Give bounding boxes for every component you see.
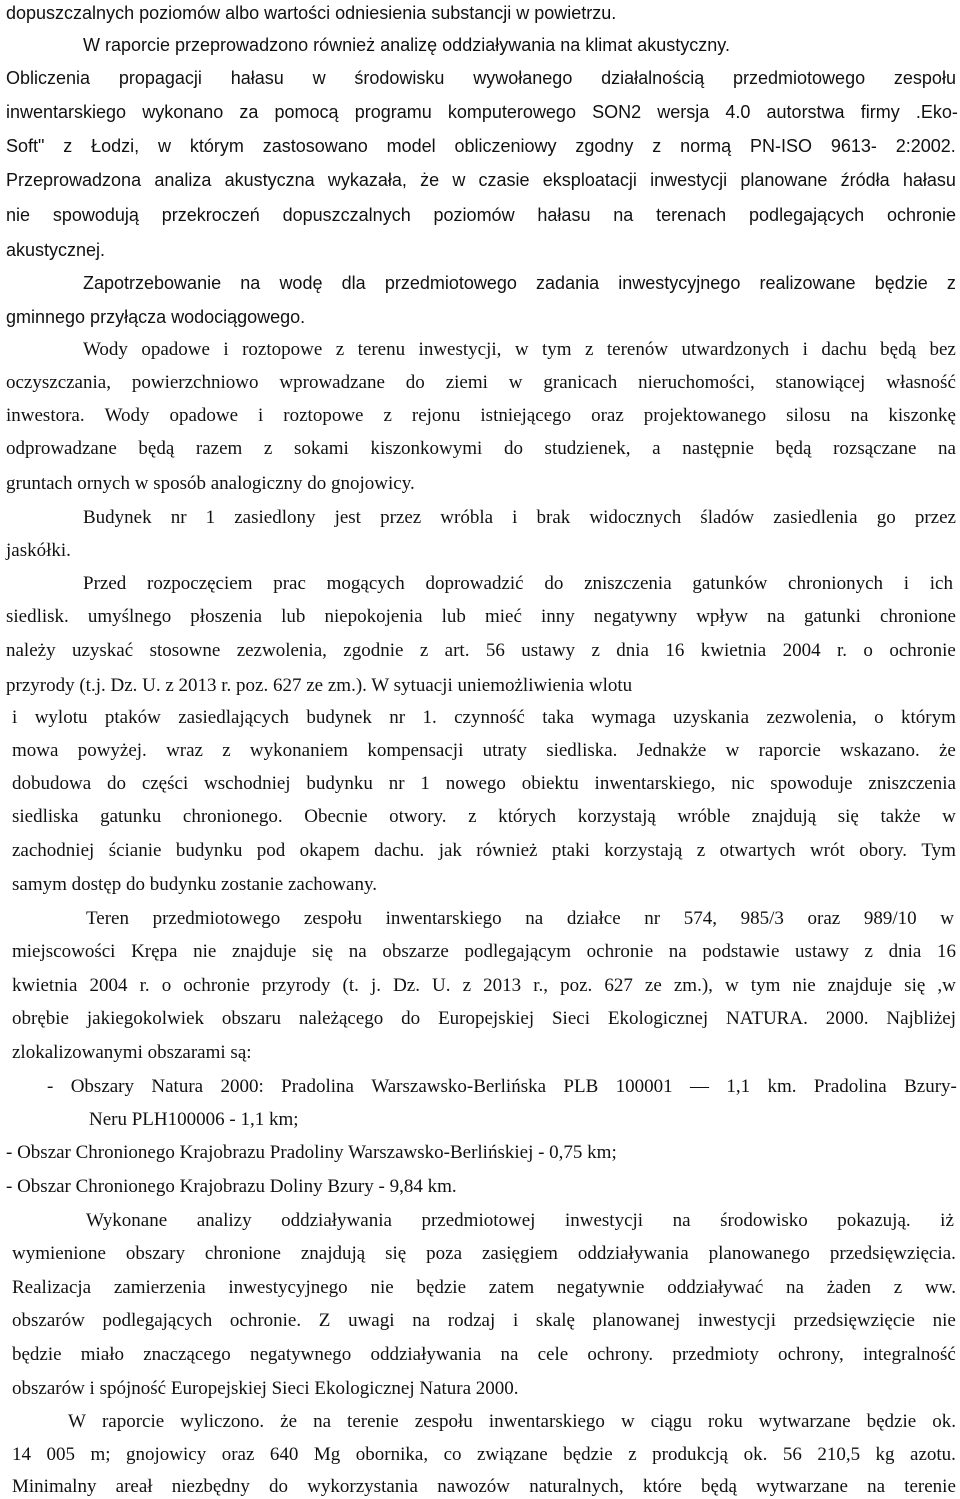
text-line: odprowadzane będą razem z sokami kiszonkowymi do studzienek, a następnie będą rozsączane na <box>6 438 956 459</box>
text-line: Neru PLH100006 - 1,1 km; <box>89 1109 299 1130</box>
text-line: - Obszar Chronionego Krajobrazu Pradoliny Warszawsko-Berlińskiej - 0,75 km; <box>6 1142 617 1163</box>
text-line: samym dostęp do budynku zostanie zachowany. <box>12 874 377 895</box>
text-line: obszarów podlegających ochronie. Z uwagi na rodzaj i skalę planowanej inwestycji przedsięwzięcie nie <box>12 1310 956 1331</box>
text-line: gminnego przyłącza wodociągowego. <box>6 307 306 327</box>
text-line: Teren przedmiotowego zespołu inwentarskiego na działce nr 574, 985/3 oraz 989/10 w <box>86 908 954 929</box>
text-line: będzie miało znaczącego negatywnego oddziaływania na cele ochrony. przedmioty ochrony, integralność <box>12 1344 956 1365</box>
text-line: akustycznej. <box>6 240 106 260</box>
text-line: obszarów i spójność Europejskiej Sieci Ekologicznej Natura 2000. <box>12 1378 519 1399</box>
text-line: W raporcie przeprowadzono również analizę oddziaływania na klimat akustyczny. <box>83 35 730 55</box>
text-line: 14 005 m; gnojowicy oraz 640 Mg obornika, co związane będzie z produkcją ok. 56 210,5 kg azotu. <box>12 1444 956 1465</box>
text-line: Wykonane analizy oddziaływania przedmiotowej inwestycji na środowisko pokazują. iż <box>86 1210 954 1231</box>
text-line: nie spowodują przekroczeń dopuszczalnych poziomów hałasu na terenach podlegających ochronie <box>6 205 956 225</box>
text-line: Zapotrzebowanie na wodę dla przedmiotowego zadania inwestycyjnego realizowane będzie z <box>83 273 956 293</box>
text-line: Minimalny areał niezbędny do wykorzystania nawozów naturalnych, które będą wytwarzane na terenie <box>12 1476 956 1497</box>
text-line: należy uzyskać stosowne zezwolenia, zgodnie z art. 56 ustawy z dnia 16 kwietnia 2004 r. o ochronie <box>6 640 956 661</box>
text-line: wymienione obszary chronione znajdują się poza zasięgiem oddziaływania planowanego przedsięwzięcia. <box>12 1243 956 1264</box>
text-line: inwestora. Wody opadowe i roztopowe z rejonu istniejącego oraz projektowanego silosu na kiszonkę <box>6 405 956 426</box>
text-line: mowa powyżej. wraz z wykonaniem kompensacji utraty siedliska. Jednakże w raporcie wskazano. że <box>12 740 956 761</box>
text-line: W raporcie wyliczono. że na terenie zespołu inwentarskiego w ciągu roku wytwarzane będzie ok. <box>68 1411 956 1432</box>
text-line: dopuszczalnych poziomów albo wartości odniesienia substancji w powietrzu. <box>6 3 617 23</box>
text-line: siedliska gatunku chronionego. Obecnie otwory. z których korzystają wróble znajdują się także w <box>12 806 956 827</box>
text-line: zlokalizowanymi obszarami są: <box>12 1042 252 1063</box>
text-line: miejscowości Krępa nie znajduje się na obszarze podlegającym ochronie na podstawie ustawy z dnia 16 <box>12 941 956 962</box>
text-line: gruntach ornych w sposób analogiczny do gnojowicy. <box>6 473 415 494</box>
text-line: - Obszary Natura 2000: Pradolina Warszawsko-Berlińska PLB 100001 — 1,1 km. Pradolina Bzury- <box>47 1076 957 1097</box>
text-line: Realizacja zamierzenia inwestycyjnego nie będzie zatem negatywnie oddziaływać na żaden z ww. <box>12 1277 956 1298</box>
text-line: siedlisk. umyślnego płoszenia lub niepokojenia lub mieć inny negatywny wpływ na gatunki chronione <box>6 606 956 627</box>
text-line: obrębie jakiegokolwiek obszaru należącego do Europejskiej Sieci Ekologicznej NATURA. 2000. Najbliżej <box>12 1008 956 1029</box>
text-line: zachodniej ścianie budynku pod okapem dachu. jak również ptaki korzystają z otwartych wrót obory. Tym <box>12 840 956 861</box>
text-line: i wylotu ptaków zasiedlających budynek nr 1. czynność taka wymaga uzyskania zezwolenia, o którym <box>12 707 956 728</box>
text-line: inwentarskiego wykonano za pomocą programu komputerowego SON2 wersja 4.0 autorstwa firmy .Eko- <box>6 102 958 122</box>
text-line: przyrody (t.j. Dz. U. z 2013 r. poz. 627 ze zm.). W sytuacji uniemożliwienia wlotu <box>6 675 633 696</box>
text-line: dobudowa do części wschodniej budynku nr 1 nowego obiektu inwentarskiego, nic spowoduje zniszczenia <box>12 773 956 794</box>
text-line: kwietnia 2004 r. o ochronie przyrody (t. j. Dz. U. z 2013 r., poz. 627 ze zm.), w tym nie znajduje się ,w <box>12 975 956 996</box>
text-line: Obliczenia propagacji hałasu w środowisku wywołanego działalnością przedmiotowego zespołu <box>6 68 956 88</box>
text-line: - Obszar Chronionego Krajobrazu Doliny Bzury - 9,84 km. <box>6 1176 457 1197</box>
text-line: Soft" z Łodzi, w którym zastosowano model obliczeniowy zgodny z normą PN-ISO 9613- 2:2002. <box>6 136 956 156</box>
text-line: Przed rozpoczęciem prac mogących doprowadzić do zniszczenia gatunków chronionych i ich <box>83 573 953 594</box>
text-line: Budynek nr 1 zasiedlony jest przez wróbla i brak widocznych śladów zasiedlenia go przez <box>83 507 956 528</box>
text-line: Przeprowadzona analiza akustyczna wykazała, że w czasie eksploatacji inwestycji planowane źródła hałasu <box>6 170 956 190</box>
text-line: Wody opadowe i roztopowe z terenu inwestycji, w tym z terenów utwardzonych i dachu będą bez <box>83 339 956 360</box>
text-line: jaskółki. <box>6 540 71 561</box>
text-line: oczyszczania, powierzchniowo wprowadzane do ziemi w granicach nieruchomości, stanowiącej własność <box>6 372 956 393</box>
